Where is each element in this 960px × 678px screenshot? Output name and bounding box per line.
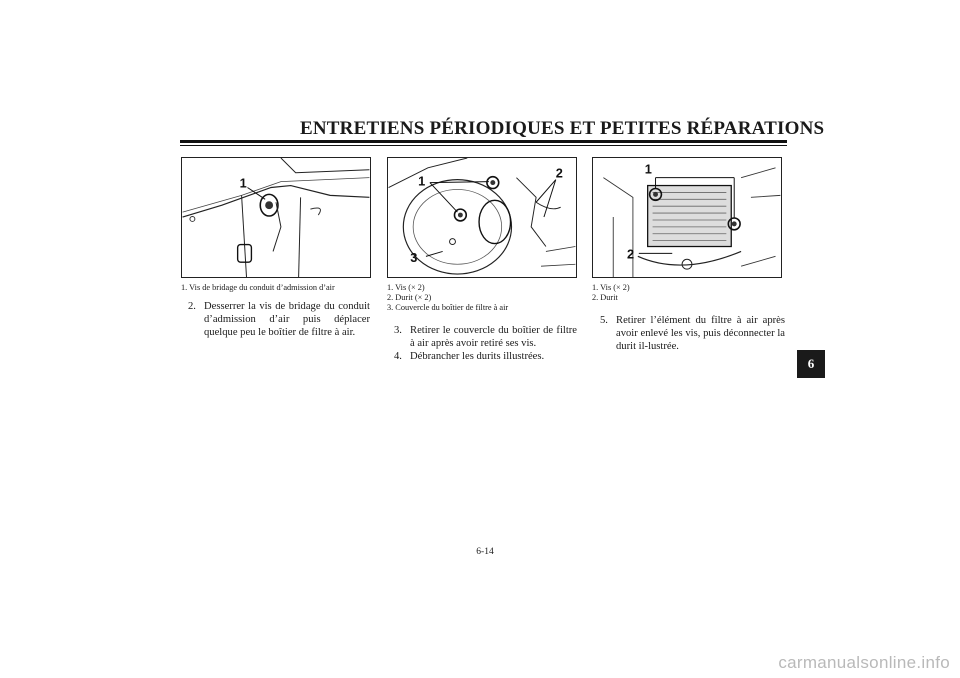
figure-intake-duct-screw bbox=[181, 157, 371, 278]
watermark-text: carmanualsonline.info bbox=[778, 653, 950, 672]
chapter-tab: 6 bbox=[797, 350, 825, 378]
intake-duct-illustration bbox=[182, 158, 370, 277]
instruction-step bbox=[394, 324, 577, 350]
step-number: 2. bbox=[188, 301, 196, 312]
caption-line: 2. Durit (× 2) bbox=[387, 293, 432, 302]
header-rule-thin bbox=[180, 145, 787, 146]
caption-line: 3. Couvercle du boîtier de filtre à air bbox=[387, 303, 509, 312]
caption-line: 2. Durit bbox=[592, 293, 618, 302]
step-number: 4. bbox=[394, 351, 402, 362]
air-filter-element-illustration bbox=[593, 158, 781, 277]
step-number: 5. bbox=[600, 315, 608, 326]
instruction-step bbox=[600, 314, 785, 353]
figure-callout-number: 2 bbox=[627, 246, 635, 262]
figure-air-filter-cover bbox=[387, 157, 577, 278]
figure-caption bbox=[181, 283, 335, 293]
figure-callout-number: 2 bbox=[555, 165, 563, 181]
caption-line: 1. Vis de bridage du conduit d’admission d’air bbox=[181, 283, 335, 292]
step-text: Desserrer la vis de bridage du conduit d’admission d’air puis déplacer quelque peu le boîtier de filtre à air. bbox=[204, 301, 370, 338]
figure-callout-number: 1 bbox=[418, 173, 426, 189]
figure-air-filter-element bbox=[592, 157, 782, 278]
header-rule-thick bbox=[180, 140, 787, 143]
page-title: ENTRETIENS PÉRIODIQUES ET PETITES RÉPARATIONS bbox=[300, 118, 825, 139]
step-text: Débrancher les durits illustrées. bbox=[410, 351, 545, 362]
figure-callout-number: 3 bbox=[410, 250, 418, 266]
figure-caption bbox=[387, 283, 508, 313]
step-text: Retirer le couvercle du boîtier de filtre à air après avoir retiré ses vis. bbox=[410, 325, 577, 349]
figure-caption bbox=[592, 283, 630, 303]
figure-callout-number: 1 bbox=[239, 175, 247, 191]
air-filter-cover-illustration bbox=[388, 158, 576, 277]
caption-line: 1. Vis (× 2) bbox=[592, 283, 630, 292]
figure-callout-number: 1 bbox=[644, 161, 652, 177]
page-number: 6-14 bbox=[476, 547, 494, 557]
step-number: 3. bbox=[394, 325, 402, 336]
instruction-step bbox=[188, 300, 370, 339]
caption-line: 1. Vis (× 2) bbox=[387, 283, 425, 292]
instruction-step bbox=[394, 350, 577, 363]
step-text: Retirer l’élément du filtre à air après avoir enlevé les vis, puis déconnecter la durit il-lustrée. bbox=[616, 315, 785, 352]
